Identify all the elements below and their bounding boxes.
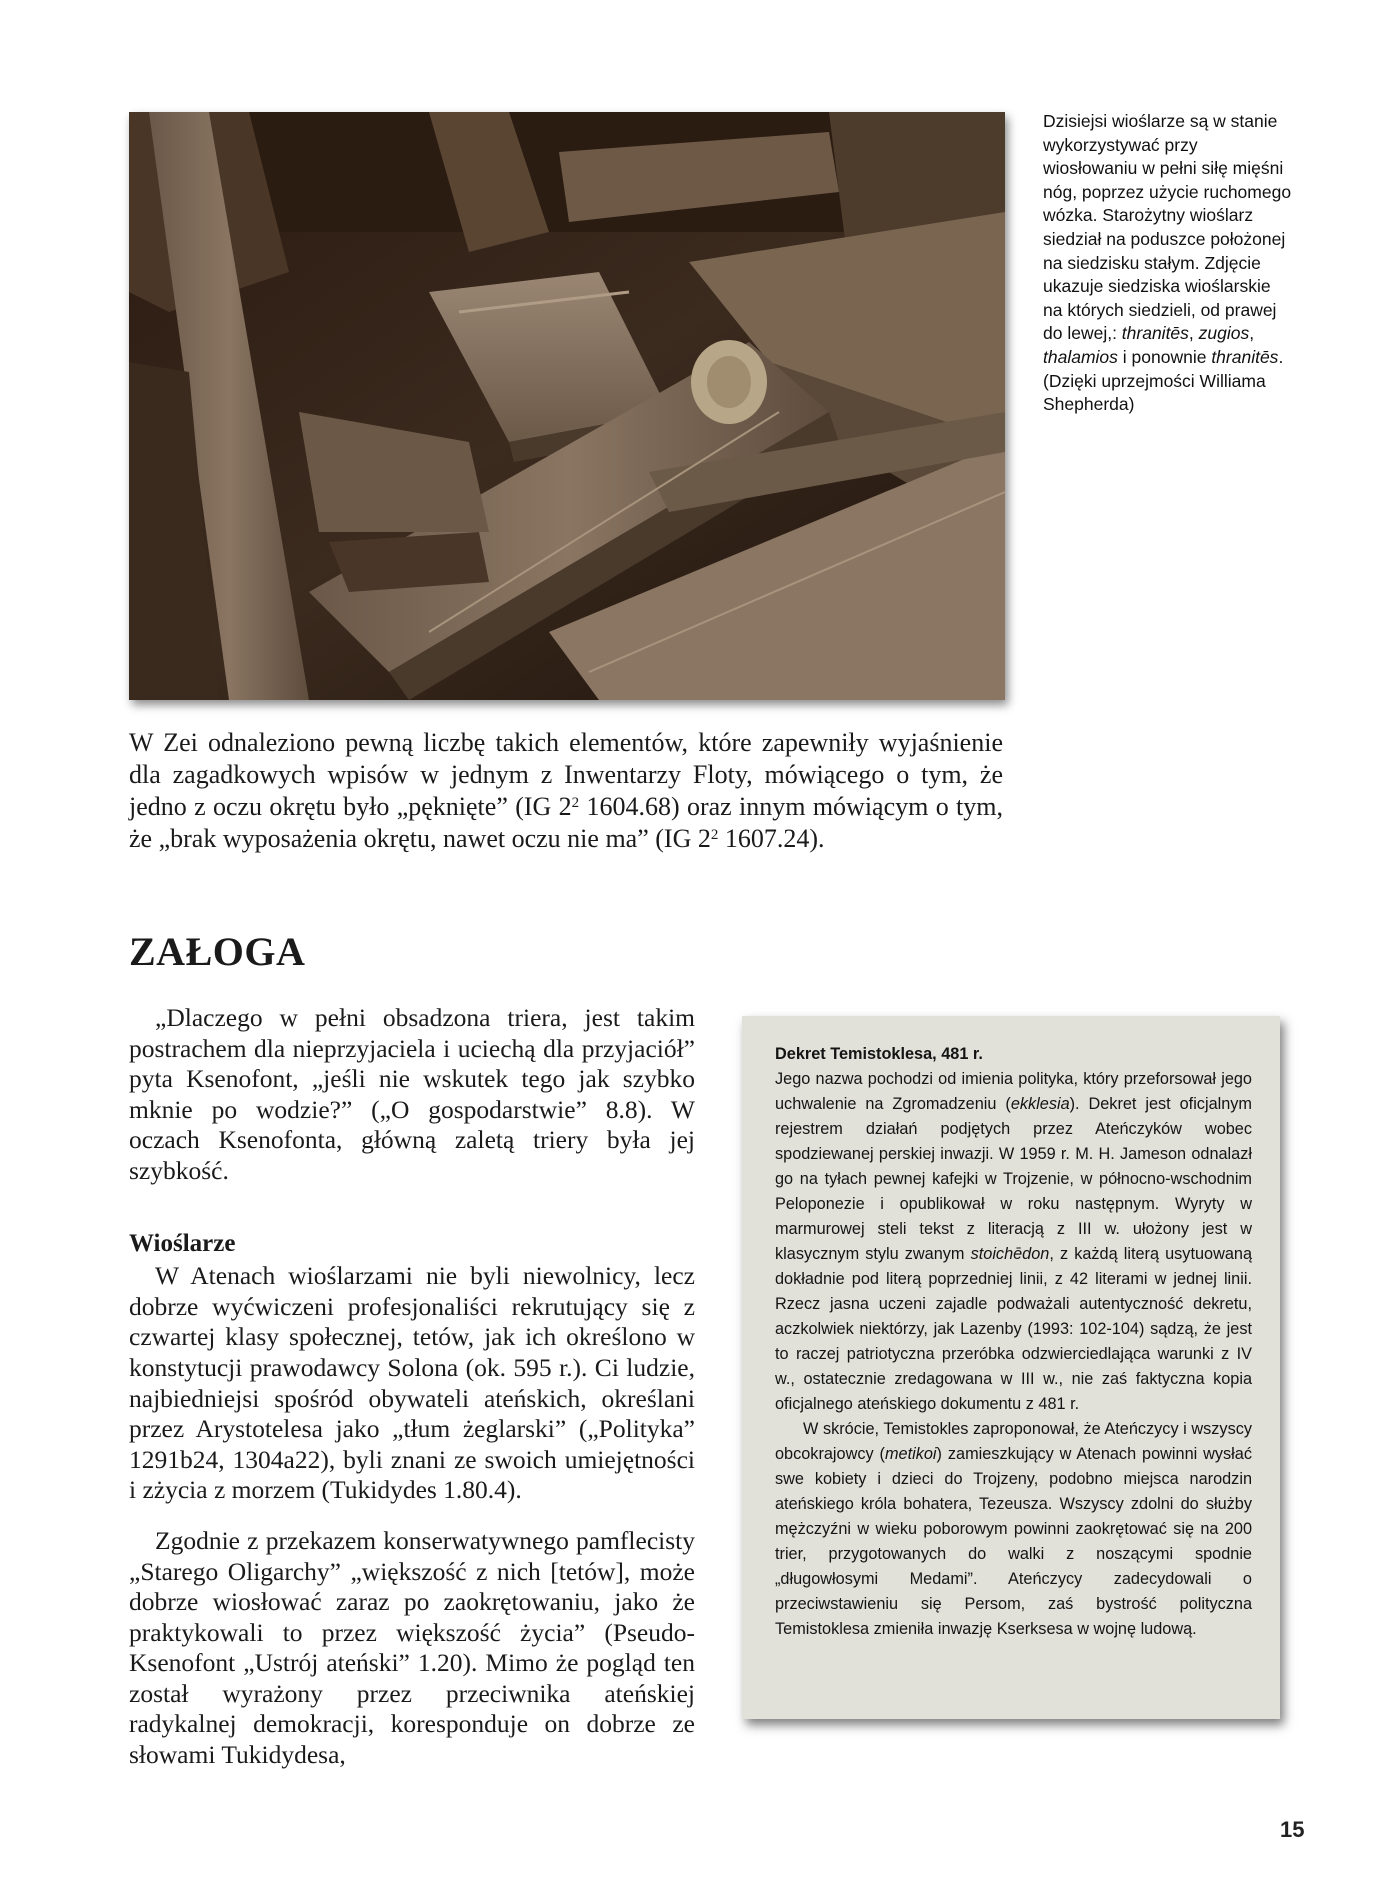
caption-text: i ponownie: [1117, 346, 1212, 367]
caption-credit: . (Dzięki uprzejmości Williama Shepherda): [1043, 346, 1284, 415]
section-heading: ZAŁOGA: [129, 929, 306, 974]
superscript: 2: [710, 827, 719, 843]
sidebar-term: ekklesia: [1010, 1095, 1070, 1113]
caption-term-thalamios: thalamios: [1043, 346, 1118, 367]
sidebar-paragraph: [775, 1067, 1252, 1417]
sidebar-text: Jego nazwa pochodzi od imienia polityka, który przeforsował jego uchwalenie na Zgromadzeniu (: [775, 1070, 1252, 1113]
sidebar-title: Dekret Temistoklesa, 481 r.: [775, 1045, 983, 1063]
photo-image: [129, 112, 1005, 700]
sidebar-text: W skrócie, Temistokles zaproponował, że Ateńczycy i wszyscy obcokrajowcy (: [775, 1420, 1252, 1463]
caption-term-zugios: zugios: [1198, 323, 1250, 344]
caption-term-thranites: thranitēs: [1121, 323, 1189, 344]
intro-text: 1604.68) oraz innym mówiącym o tym, że „brak wyposażenia okrętu, nawet oczu nie ma” (IG 2: [129, 792, 1003, 853]
page-number: 15: [1280, 1817, 1305, 1842]
left-column: [129, 1003, 695, 1771]
photo-trireme-seats: [129, 112, 1005, 700]
body-paragraph: „Dlaczego w pełni obsadzona triera, jest takim postrachem dla nieprzyjaciela i uciechą dla przyjaciół” pyta Ksenofont, „jeśli nie wskutek tego jak szybko mknie po wodzie?” („O gospodarstwie” 8.8). W oczach Ksenofonta, główną zaletą triery była jej szybkość.: [129, 1003, 695, 1185]
sidebar-box: [742, 1016, 1280, 1719]
subheading: Wioślarze: [129, 1229, 236, 1257]
photo-caption: [1043, 110, 1293, 417]
intro-text: 1607.24).: [718, 824, 825, 853]
superscript: 2: [571, 795, 580, 811]
intro-text: W Zei odnaleziono pewną liczbę takich elementów, które zapewniły wyjaśnienie dla zagadkowych wpisów w jednym z Inwentarzy Floty, mówiącego o tym, że jedno z oczu okrętu było „pęknięte” (IG 2: [129, 728, 1003, 821]
body-paragraph: W Atenach wioślarzami nie byli niewolnicy, lecz dobrze wyćwiczeni profesjonaliści rekrutujący się z czwartej klasy społecznej, tetów, jak ich określono w konstytucji prawodawcy Solona (ok. 595 r.). Ci ludzie, najbiedniejsi spośród obywateli ateńskich, określani przez Arystotelesa jako „tłum żeglarski” („Polityka” 1291b24, 1304a22), byli znani ze swoich umiejętności i zżycia z morzem (Tukidydes 1.80.4).: [129, 1261, 695, 1505]
intro-paragraph: [129, 727, 1003, 855]
caption-sep: ,: [1249, 323, 1255, 344]
sidebar-paragraph: [775, 1417, 1252, 1642]
caption-term-thranites-2: thranitēs: [1211, 346, 1279, 367]
sidebar-term: metikoi: [884, 1445, 937, 1463]
sidebar-text: ). Dekret jest oficjalnym rejestrem działań podjętych przez Ateńczyków wobec spodziewanej perskiej inwazji. W 1959 r. M. H. Jameson odnalazł go na tyłach pewnej kafejki w Trojzenie, w północno-wschodnim Peloponezie i opublikował w roku następnym. Wyryty w marmurowej steli tekst z literacją z III w. ułożony jest w klasycznym stylu zwanym: [775, 1095, 1252, 1263]
body-paragraph: Zgodnie z przekazem konserwatywnego pamflecisty „Starego Oligarchy” „większość z nich [tetów], może dobrze wiosłować zaraz po zaokrętowaniu, jako że praktykowali to przez większość życia” (Pseudo-Ksenofont „Ustrój ateński” 1.20). Mimo że pogląd ten został wyrażony przez przeciwnika ateńskiej radykalnej demokracji, koresponduje on dobrze ze słowami Tukidydesa,: [129, 1525, 695, 1770]
sidebar-text: , z każdą literą usytuowaną dokładnie pod literą poprzedniej linii, z 42 literami w jednej linii. Rzecz jasna uczeni zajadle podważali autentyczność dekretu, aczkolwiek niektórzy, jak Lazenby (1993: 102-104) sądzą, że jest to raczej patriotyczna przeróbka odzwierciedlająca warunki z IV w., ostatecznie zredagowana w III w., nie zaś faktyczna kopia oficjalnego ateńskiego dokumentu z 481 r.: [775, 1245, 1252, 1413]
sidebar-term: stoichēdon: [970, 1245, 1050, 1263]
caption-text: Dzisiejsi wioślarze są w stanie wykorzystywać przy wiosłowaniu w pełni siłę mięśni nóg, poprzez użycie ruchomego wózka. Starożytny wioślarz siedział na poduszce położonej na siedzisku stałym. Zdjęcie ukazuje siedziska wioślarskie na których siedzieli, od prawej do lewej,:: [1043, 111, 1292, 344]
sidebar-text: ) zamieszkujący w Atenach powinni wysłać swe kobiety i dzieci do Trojzeny, podobno miejsca narodzin ateńskiego króla bohatera, Tezeusza. Wszyscy zdolni do służby mężczyźni w wieku poborowym powinni zaokrętować się na 200 trier, przygotowanych do walki z noszącymi spodnie „długowłosymi Medami”. Ateńczycy zadecydowali o przeciwstawieniu się Persom, zaś bystrość polityczna Temistoklesa zmieniła inwazję Kserksesa w wojnę ludową.: [775, 1445, 1252, 1638]
caption-sep: ,: [1188, 323, 1194, 344]
